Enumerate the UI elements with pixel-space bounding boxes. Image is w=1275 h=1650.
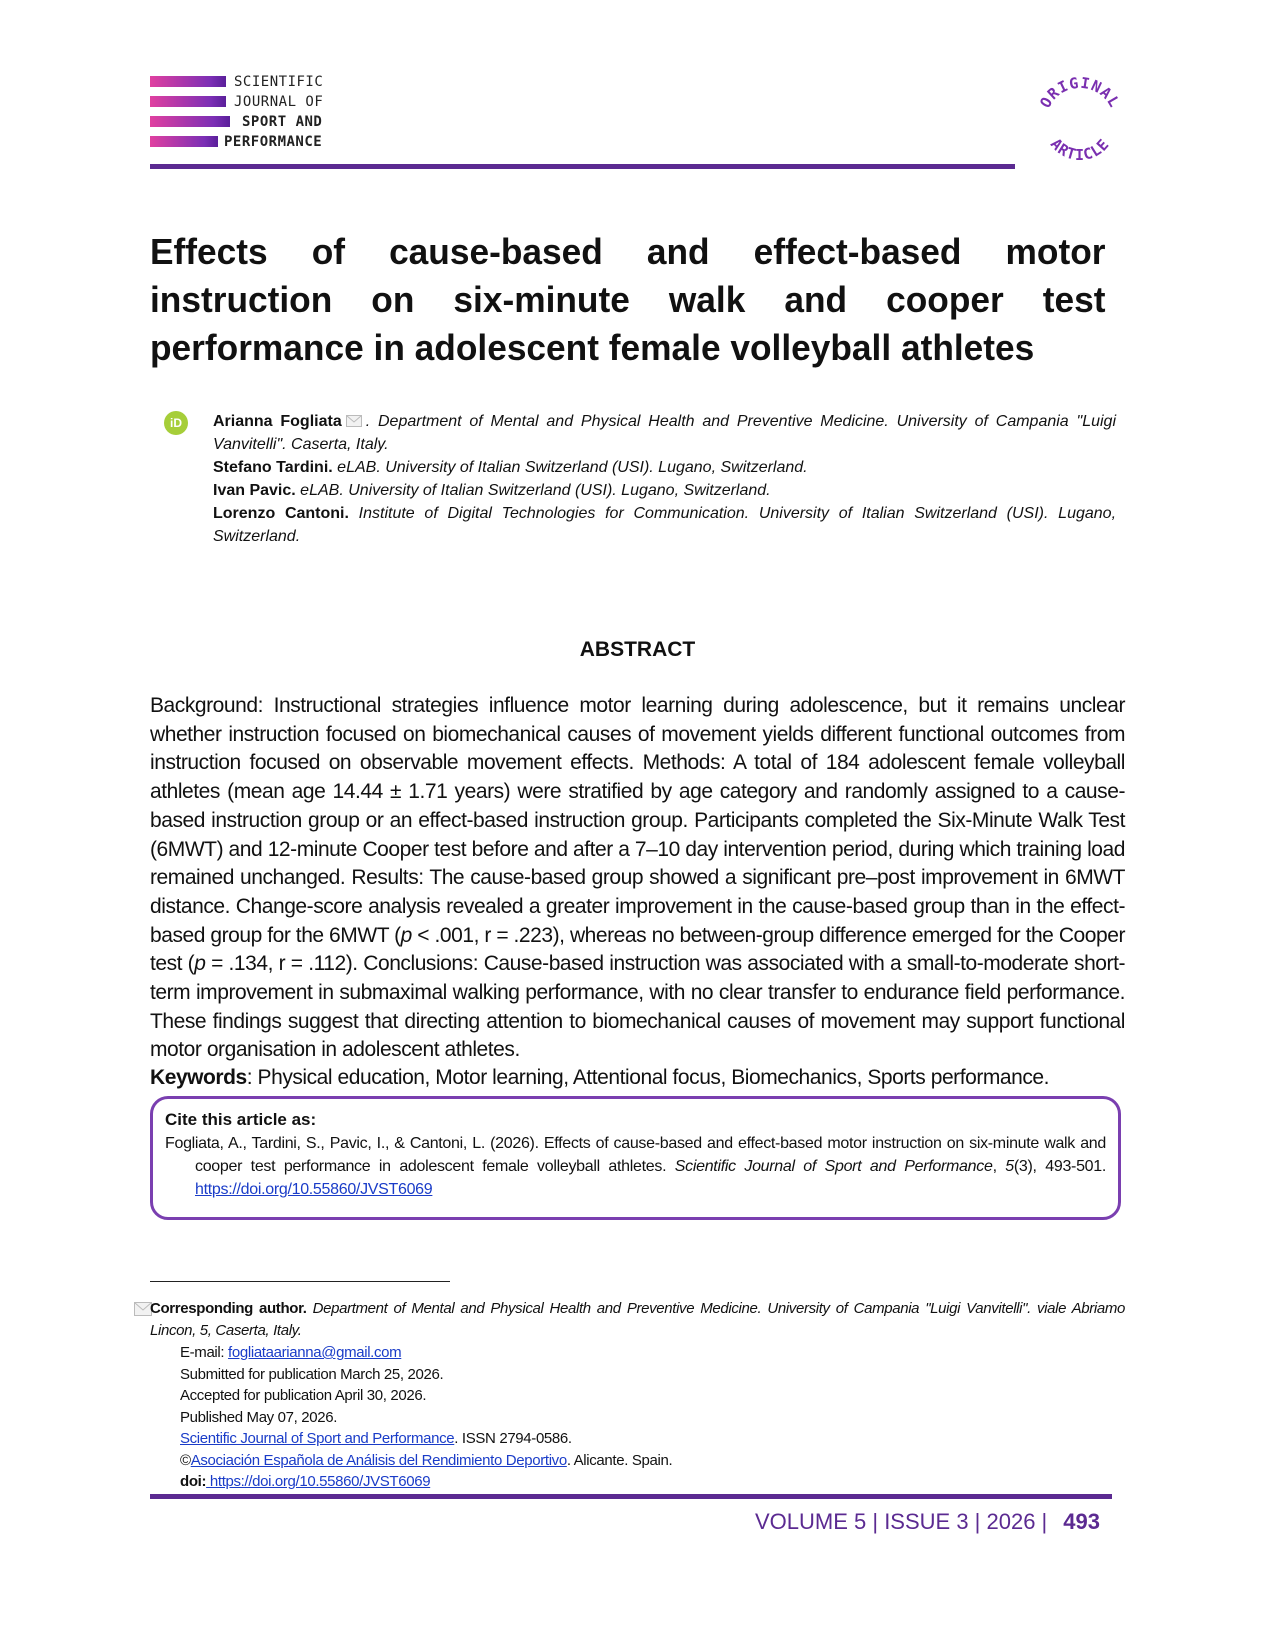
citation-text: Fogliata, A., Tardini, S., Pavic, I., & Cantoni, L. (2026). Effects of cause-based and effect-based motor instruction on six-minute walk and cooper test performance in adolescent female volleyball athletes. — [165, 1135, 1106, 1175]
citation-doi-link[interactable]: https://doi.org/10.55860/JVST6069 — [195, 1181, 433, 1198]
author-affiliation: eLAB. University of Italian Switzerland (USI). Lugano, Switzerland. — [300, 482, 771, 499]
volume-issue-year: VOLUME 5 | ISSUE 3 | 2026 | — [755, 1509, 1048, 1534]
author-affiliation: Institute of Digital Technologies for Communication. University of Italian Switzerland (USI). Lugano, Switzerland. — [213, 505, 1117, 545]
citation-text: , — [992, 1158, 1006, 1175]
svg-text:ORIGINAL — [1036, 74, 1124, 111]
p-symbol: p — [194, 952, 206, 976]
logo-text-line4: PERFORMANCE — [224, 134, 323, 150]
citation-volume: 5 — [1005, 1158, 1014, 1175]
logo-bar — [150, 116, 230, 127]
logo-text-line1: SCIENTIFIC — [234, 74, 324, 90]
svg-text:ARTICLE — [1047, 135, 1113, 164]
cite-heading: Cite this article as: — [165, 1110, 317, 1129]
submitted-date: Submitted for publication March 25, 2026. — [180, 1365, 444, 1383]
society-link[interactable]: Asociación Española de Análisis del Rendimiento Deportivo — [190, 1451, 567, 1469]
author-entry — [213, 410, 1116, 456]
citation — [165, 1132, 1106, 1201]
header-rule — [150, 164, 1015, 169]
publication-info — [180, 1342, 980, 1493]
author-name: Lorenzo Cantoni. — [213, 505, 349, 522]
corresponding-affiliation: Department of Mental and Physical Health and Preventive Medicine. University of Campania "Luigi Vanvitelli". viale Abriamo Lincon, 5, Caserta, Italy. — [150, 1300, 1125, 1339]
footnote-rule — [150, 1281, 450, 1282]
page-number: 493 — [1063, 1509, 1100, 1534]
keywords-list: : Physical education, Motor learning, Attentional focus, Biomechanics, Sports performance. — [246, 1066, 1050, 1089]
orcid-icon[interactable]: iD — [164, 411, 188, 435]
email-link[interactable]: fogliataarianna@gmail.com — [228, 1344, 402, 1361]
cite-box — [150, 1096, 1121, 1220]
corresponding-label: Corresponding author. — [150, 1300, 307, 1317]
page-footer — [755, 1508, 1100, 1536]
email-label: E-mail: — [180, 1344, 229, 1361]
issn-text: . ISSN 2794-0586. — [454, 1430, 572, 1447]
abstract-text: < .001, r = .223), whereas no between-group difference emerged for the Cooper test ( — [150, 923, 1125, 976]
envelope-icon[interactable] — [346, 415, 362, 427]
author-list — [213, 410, 1116, 548]
journal-line — [180, 1428, 980, 1450]
journal-link[interactable]: Scientific Journal of Sport and Performance — [180, 1430, 455, 1447]
abstract-text: Background: Instructional strategies influence motor learning during adolescence, but it remains unclear whether instruction focused on biomechanical causes of movement yields different functional outcomes from instruction focused on observable movement effects. Methods: A total of 184 adolescent female volleyball athletes (mean age 14.44 ± 1.71 years) were stratified by age category and randomly assigned to a cause-based instruction group or an effect-based instruction group. Participants completed the Six-Minute Walk Test (6MWT) and 12-minute Cooper test before and after a 7–10 day intervention period, during which training load remained unchanged. Results: The cause-based group showed a significant pre–post improvement in 6MWT distance. Change-score analysis revealed a greater improvement in the cause-based group than in the effect-based group for the 6MWT ( — [150, 694, 1125, 947]
keywords — [150, 1064, 1125, 1092]
author-name: Ivan Pavic. — [213, 482, 296, 499]
logo-bar — [150, 136, 218, 147]
article-title: Effects of cause-based and effect-based motor instruction on six-minute walk and cooper test performance in adolescent female volleyball athletes — [150, 231, 1106, 368]
footer-rule — [150, 1494, 1112, 1499]
logo-bar — [150, 96, 226, 107]
accepted-date: Accepted for publication April 30, 2026. — [180, 1387, 427, 1404]
keywords-label: Keywords — [150, 1066, 247, 1089]
logo-text-line2: JOURNAL OF — [234, 94, 324, 110]
copyright-symbol: © — [180, 1451, 191, 1469]
abstract-body — [150, 692, 1125, 1065]
corresponding-author — [150, 1298, 1125, 1342]
copyright-line — [180, 1450, 980, 1472]
abstract-heading: ABSTRACT — [579, 638, 696, 661]
author-affiliation: . Department of Mental and Physical Health and Preventive Medicine. University of Campania "Luigi Vanvitelli". Caserta, Italy. — [213, 413, 1116, 453]
author-name: Stefano Tardini. — [213, 459, 333, 476]
author-name: Arianna Fogliata — [213, 413, 342, 430]
author-entry — [213, 502, 1116, 548]
doi-line — [180, 1471, 980, 1493]
stamp-bottom-text: ARTICLE — [1046, 134, 1114, 164]
original-article-stamp — [1030, 68, 1130, 168]
abstract-text: = .134, r = .112). Conclusions: Cause-based instruction was associated with a small-to-moderate short-term improvement in submaximal walking performance, with no clear transfer to endurance field performance. These findings suggest that directing attention to biomechanical causes of movement may support functional motor organisation in adolescent athletes. — [150, 952, 1125, 1062]
published-date: Published May 07, 2026. — [180, 1408, 338, 1426]
journal-logo — [150, 72, 350, 152]
doi-link[interactable]: https://doi.org/10.55860/JVST6069 — [206, 1473, 431, 1490]
citation-journal: Scientific Journal of Sport and Performance — [674, 1158, 993, 1175]
stamp-top-text: ORIGINAL — [1036, 73, 1124, 111]
author-entry — [213, 456, 1116, 479]
author-affiliation: eLAB. University of Italian Switzerland (USI). Lugano, Switzerland. — [337, 459, 808, 476]
doi-label: doi: — [180, 1473, 207, 1490]
logo-text-line3: SPORT AND — [242, 114, 323, 130]
author-entry — [213, 479, 1116, 502]
p-symbol: p — [400, 923, 412, 947]
logo-bar — [150, 76, 226, 87]
location-text: . Alicante. Spain. — [566, 1451, 673, 1469]
citation-text: (3), 493-501. — [1013, 1158, 1107, 1175]
email-line — [180, 1342, 980, 1364]
